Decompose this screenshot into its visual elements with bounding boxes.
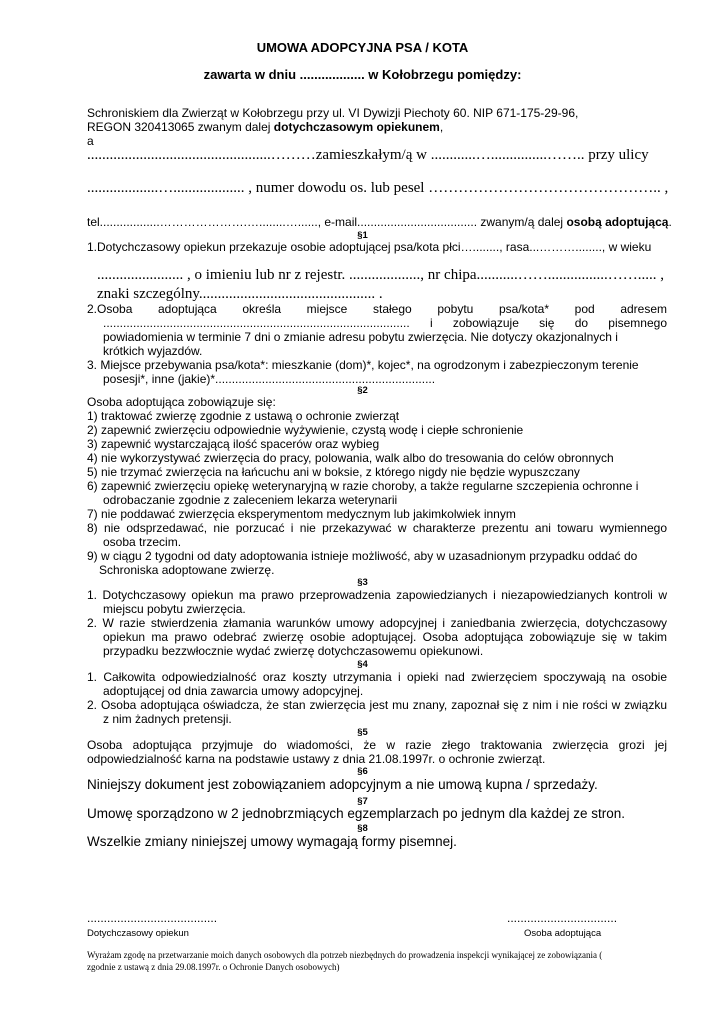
- data-consent-line2: zgodnie z ustawą z dnia 29.08.1997r. o Ochronie Danych osobowych): [87, 962, 340, 972]
- section-4-heading: §4: [357, 659, 368, 670]
- s7-text: Umowę sporządzono w 2 jednobrzmiących egzemplarzach po jednym dla każdej ze stron.: [87, 806, 626, 821]
- signature-line-adopter: .................................: [507, 911, 618, 925]
- s4-line: 2. Osoba adoptująca oświadcza, że stan zwierzęcia jest mu znany, zapoznał się z nim i nie rości w związku: [87, 698, 667, 712]
- contact-punct: .: [668, 215, 672, 229]
- signature-label-adopter: Osoba adoptująca: [524, 928, 602, 939]
- s1-p1-line2: ....................... , o imieniu lub nr z rejestr. ..................., nr chipa...........……................……..... ,: [97, 267, 665, 283]
- contact-field-line: [87, 215, 672, 230]
- signature-line-previous-owner: .......................................: [87, 911, 218, 925]
- s2-item-cont: odrobaczanie zgodnie z zaleceniem lekarza weterynarii: [103, 493, 398, 507]
- s1-p2-line3: powiadomienia w terminie 7 dni o zmianie adresu pobytu zwierzęcia. Nie dotyczy okazjonalnych i: [103, 330, 618, 344]
- s3-line: miejscu pobytu zwierzęcia.: [103, 602, 246, 616]
- s1-p1: 1.Dotychczasowy opiekun przekazuje osobie adoptującej psa/kota płci…........, rasa...………........, w wieku: [87, 240, 652, 254]
- conjunction-a: a: [87, 134, 94, 148]
- s2-item-cont: osoba trzecim.: [103, 535, 182, 549]
- s2-item: 7) nie poddawać zwierzęcia eksperymentom medycznym lub jakimkolwiek innym: [87, 507, 516, 521]
- shelter-info: Schroniskiem dla Zwierząt w Kołobrzegu przy ul. VI Dywizji Piechoty 60. NIP 671-175-29-96,: [87, 106, 579, 120]
- s1-p3-line1: 3. Miejsce przebywania psa/kota*: mieszkanie (dom)*, kojec*, na ogrodzonym i zabezpieczonym terenie: [87, 358, 639, 372]
- adopter-term: osobą adoptującą: [566, 215, 669, 229]
- section-6-heading: §6: [357, 766, 368, 777]
- s1-p2-line1: 2.Osoba adoptująca określa miejsce stałego pobytu psa/kota* pod adresem: [87, 302, 667, 316]
- s2-item: 4) nie wykorzystywać zwierzęcia do pracy, polowania, walk albo do tresowania do celów obronnych: [87, 451, 614, 465]
- section-2-heading: §2: [357, 385, 368, 396]
- contact-text: tel..................………………….…........…......, e-mail.................................... zwanym/ą dalej: [87, 215, 567, 229]
- s2-item: 6) zapewnić zwierzęciu opiekę weterynaryjną w razie choroby, a także regularne szczepienia ochronne i: [87, 479, 639, 493]
- s3-line: opiekun ma prawo odebrać zwierzę osobie adoptującej. Osoba adoptująca zobowiązuje się w takim: [103, 630, 667, 644]
- section-7-heading: §7: [357, 796, 368, 807]
- s1-p2-line4: krótkich wyjazdów.: [103, 344, 203, 358]
- s4-line: z nim żadnych pretensji.: [103, 712, 232, 726]
- s2-item: 5) nie trzymać zwierzęcia na łańcuchu ani w boksie, z którego nigdy nie będzie wypuszczany: [87, 465, 580, 479]
- previous-owner-term: dotychczasowym opiekunem: [273, 120, 440, 134]
- s4-line: adoptującej od dnia zawarcia umowy adopcyjnej.: [103, 684, 364, 698]
- section-5-heading: §5: [357, 727, 368, 738]
- data-consent-line1: Wyrażam zgodę na przetwarzanie moich danych osobowych dla potrzeb niezbędnych do prowadzenia inspekcji wynikającej ze zobowiązania (: [87, 950, 603, 960]
- contract-date-line: zawarta w dniu .................. w Kołobrzegu pomiędzy:: [203, 67, 522, 82]
- page-title: UMOWA ADOPCYJNA PSA / KOTA: [256, 40, 469, 55]
- s2-item: 3) zapewnić wystarczającą ilość spacerów oraz wybieg: [87, 437, 380, 451]
- signature-label-previous-owner: Dotychczasowy opiekun: [87, 928, 189, 939]
- regon-punct: ,: [439, 120, 444, 134]
- section-8-heading: §8: [357, 823, 368, 834]
- s4-line: 1. Całkowita odpowiedzialność oraz koszty utrzymania i opieki nad zwierzęciem spoczywają na osobie: [87, 670, 667, 684]
- s2-item: 1) traktować zwierzę zgodnie z ustawą o ochronie zwierząt: [87, 409, 400, 423]
- id-field-line: ...................…................... , numer dowodu os. lub pesel ……………………………………….. ,: [87, 180, 669, 196]
- s2-item: 2) zapewnić zwierzęciu odpowiednie wyżywienie, czystą wodę i ciepłe schronienie: [87, 423, 524, 437]
- shelter-regon: [87, 120, 443, 135]
- section-1-heading: §1: [357, 230, 368, 241]
- address-field-line: .................................................………zamieszkałym/ą w ............…...............…….. przy ulicy: [87, 147, 649, 163]
- s1-p3-line2: posesji*, inne (jakie)*..................................................................: [103, 372, 436, 386]
- regon-text: REGON 320413065 zwanym dalej: [87, 120, 274, 134]
- s5-line1: Osoba adoptująca przyjmuje do wiadomości, że w razie złego traktowania zwierzęcia grozi jej: [87, 738, 667, 752]
- s3-line: przypadku bezzwłocznie wydać zwierzę dotychczasowemu opiekunowi.: [103, 644, 484, 658]
- s3-line: 2. W razie stwierdzenia złamania warunków umowy adopcyjnej i zaniedbania zwierzęcia, dotychczasowy: [87, 616, 667, 630]
- s5-line2: odpowiedzialność karna na podstawie ustawy z dnia 21.08.1997r. o ochronie zwierząt.: [87, 752, 546, 766]
- s2-item-cont: Schroniska adoptowane zwierzę.: [99, 563, 275, 577]
- s2-item: 8) nie odsprzedawać, nie porzucać i nie przekazywać w charakterze prezentu ani towaru wymiennego: [87, 521, 667, 535]
- section-3-heading: §3: [357, 577, 368, 588]
- s1-p1-line3: znaki szczególny............................................... .: [97, 286, 383, 302]
- s6-text: Niniejszy dokument jest zobowiązaniem adopcyjnym a nie umową kupna / sprzedaży.: [87, 777, 598, 792]
- s3-line: 1. Dotychczasowy opiekun ma prawo przeprowadzenia zapowiedzianych i niezapowiedzianych kontroli w: [87, 588, 667, 602]
- s2-item: 9) w ciągu 2 tygodni od daty adoptowania istnieje możliwość, aby w uzasadnionym przypadku oddać do: [87, 549, 638, 563]
- s1-p2-line2: ............................................................................................ i zobowiązuje się do pisemnego: [103, 316, 667, 330]
- s8-text: Wszelkie zmiany niniejszej umowy wymagają formy pisemnej.: [87, 834, 457, 849]
- s2-intro: Osoba adoptująca zobowiązuje się:: [87, 395, 276, 409]
